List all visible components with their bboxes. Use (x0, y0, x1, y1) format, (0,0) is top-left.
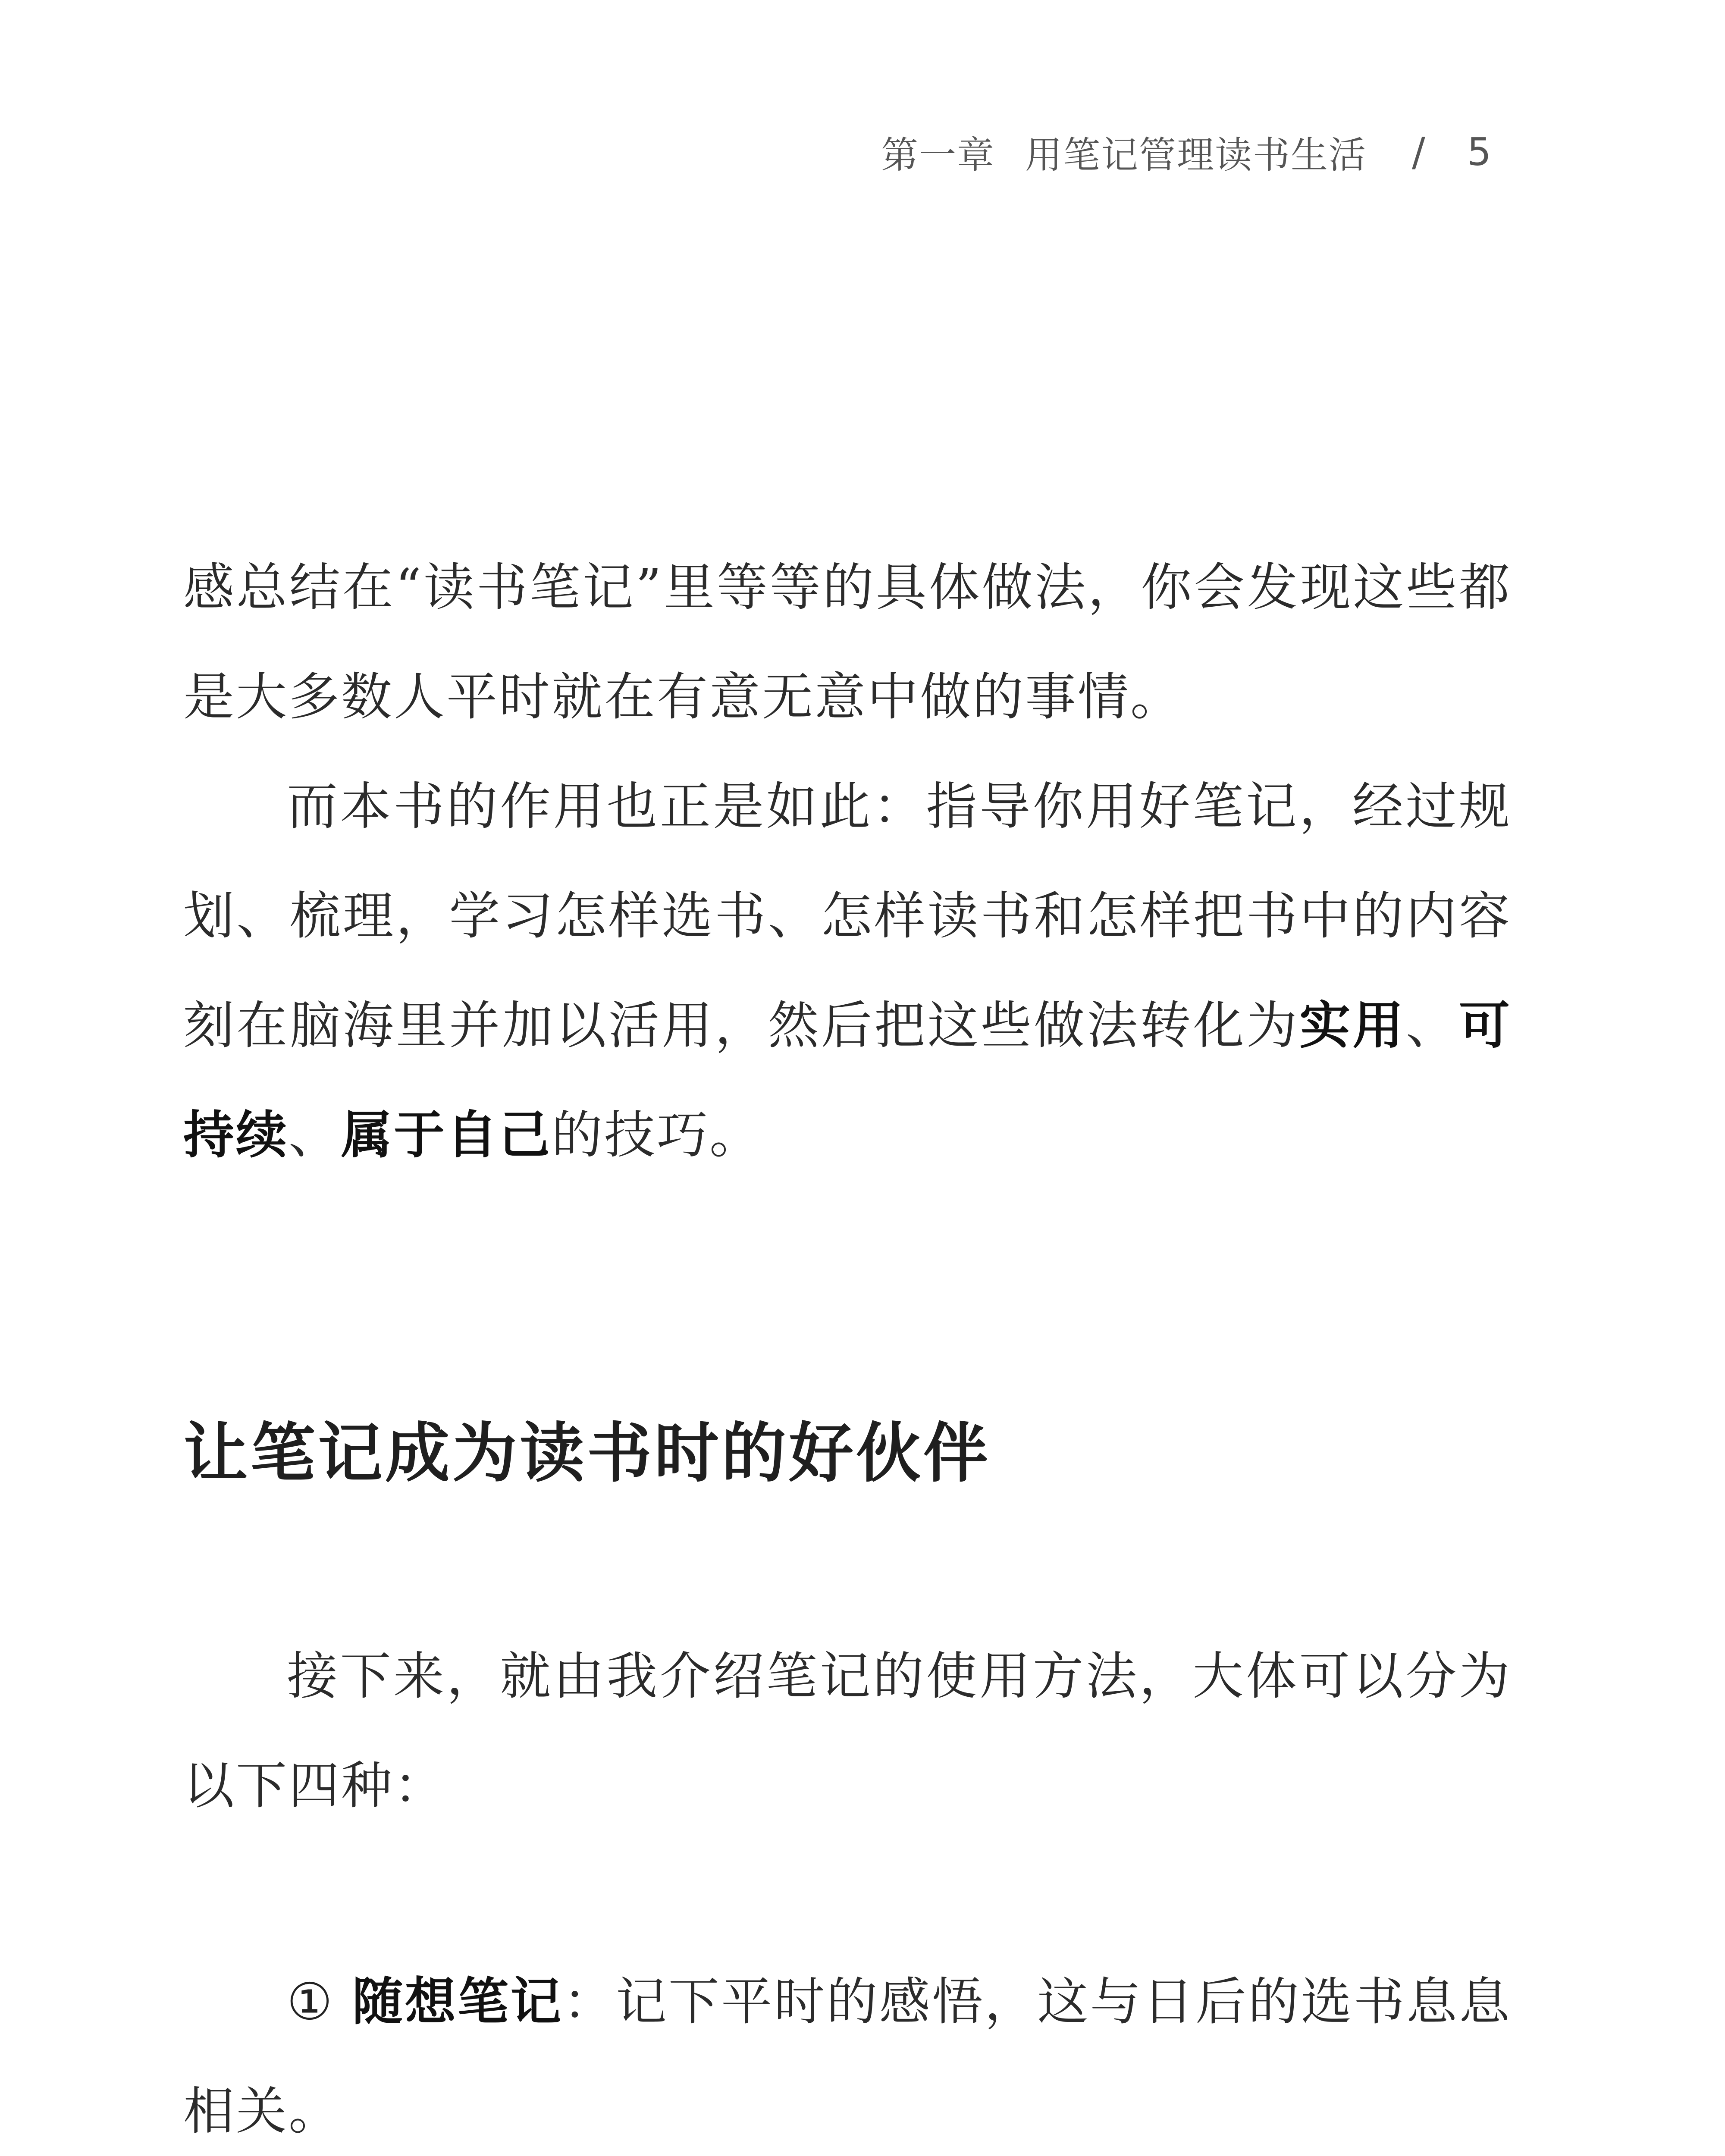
section-title: 让笔记成为读书时的好伙伴 (183, 1415, 991, 1491)
emphasis-sustainable: 可持续 (183, 996, 1512, 1165)
paragraph-1: 感总结在“读书笔记”里等等的具体做法，你会发现这些都是大多数人平时就在有意无意中做的事情。 (183, 558, 1512, 727)
header-separator: / (1412, 128, 1426, 175)
header-title: 用笔记管理读书生活 (1025, 134, 1367, 177)
paragraph-2-text: 而本书的作用也正是如此：指导你用好笔记，经过规划、梳理，学习怎样选书、怎样读书和怎样把书中的内容刻在脑海里并加以活用，然后把这些做法转化为 (183, 777, 1512, 1055)
paragraph-3: 接下来，就由我介绍笔记的使用方法，大体可以分为以下四种： (183, 1646, 1512, 1815)
enum-comma-2: 、 (289, 1105, 342, 1165)
list-number: ① (287, 1972, 334, 2031)
emphasis-practical: 实用 (1299, 996, 1406, 1055)
body-block-intro (183, 1621, 1512, 1840)
enum-comma-1: 、 (1405, 996, 1459, 1055)
page-number: 5 (1467, 129, 1492, 174)
list-item-1 (183, 1947, 1512, 2156)
list-item-term: 随想笔记 (352, 1972, 563, 2031)
running-header (881, 126, 1492, 178)
list-item-description: ：记下平时的感悟，这与日后的选书息息相关。 (183, 1972, 1512, 2141)
header-chapter: 第一章 (881, 134, 995, 177)
paragraph-2-end: 的技巧。 (552, 1105, 762, 1165)
emphasis-own: 属于自己 (341, 1105, 552, 1165)
body-block-top (183, 533, 1512, 1190)
paragraph-2 (183, 752, 1512, 1190)
body-block-list (183, 1947, 1512, 2156)
